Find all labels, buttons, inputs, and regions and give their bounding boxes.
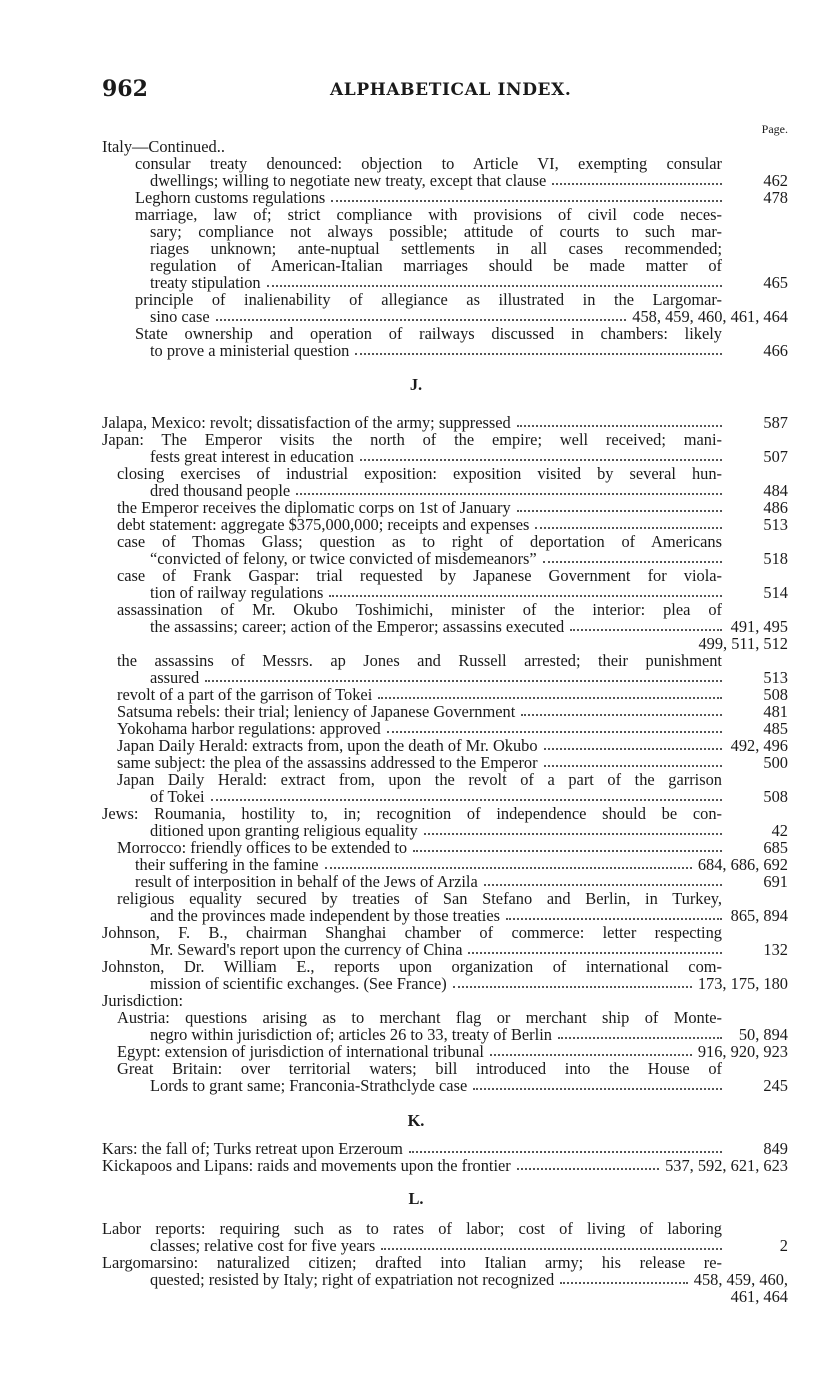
dot-leader: [355, 353, 722, 355]
index-line: [0, 1237, 832, 1254]
index-line: [0, 720, 832, 737]
page-reference: 478: [763, 188, 788, 207]
index-line-text: Mr. Seward's report upon the currency of China: [150, 940, 463, 959]
index-line: [0, 257, 832, 274]
index-line: [0, 839, 832, 856]
index-line-text: dred thousand people: [150, 481, 291, 500]
index-line: [0, 754, 832, 771]
index-line: [0, 1254, 832, 1271]
dot-leader: [424, 833, 722, 835]
index-line-text: Lords to grant same; Franconia-Strathclyde case: [150, 1076, 468, 1095]
dot-leader: [560, 1282, 688, 1284]
index-line-text: quested; resisted by Italy; right of expatriation not recognized: [150, 1270, 555, 1289]
index-line: [0, 618, 832, 635]
index-line: [0, 325, 832, 342]
dot-leader: [378, 697, 722, 699]
page-reference: 462: [763, 171, 788, 190]
index-line: [0, 342, 832, 359]
page-reference: 513: [763, 515, 788, 534]
page-reference: 865, 894: [730, 906, 788, 925]
index-line: [0, 975, 832, 992]
index-line: [0, 448, 832, 465]
index-line: [0, 652, 832, 669]
index-line-text: Japan Daily Herald: extract from, upon the revolt of a part of the garrison: [117, 770, 722, 789]
index-line: [0, 601, 832, 618]
page-reference: 42: [771, 821, 788, 840]
page-reference: 458, 459, 460,: [693, 1270, 788, 1289]
index-line: [0, 240, 832, 257]
page-reference: 849: [763, 1139, 788, 1158]
dot-leader: [387, 731, 722, 733]
index-line-text: State ownership and operation of railways discussed in chambers: likely: [135, 324, 722, 343]
index-line-text: and the provinces made independent by those treaties: [150, 906, 501, 925]
index-line: [0, 856, 832, 873]
index-line-text: case of Frank Gaspar: trial requested by Japanese Government for viola-: [117, 566, 722, 585]
page-reference: 486: [763, 498, 788, 517]
index-line: [0, 223, 832, 240]
index-line: [0, 788, 832, 805]
dot-leader: [544, 748, 722, 750]
page-number: 962: [102, 76, 148, 102]
page-reference: 684, 686, 692: [697, 855, 788, 874]
index-line-text: Kars: the fall of; Turks retreat upon Erzeroum: [102, 1139, 403, 1158]
index-line-text: principle of inalienability of allegiance as illustrated in the Largomar-: [135, 290, 722, 309]
index-line-text: sino case: [150, 307, 210, 326]
index-line: [0, 533, 832, 550]
page-reference: 491, 495: [730, 617, 788, 636]
index-line: [0, 499, 832, 516]
dot-leader: [543, 561, 722, 563]
dot-leader: [490, 1054, 692, 1056]
dot-leader: [521, 714, 722, 716]
index-line: [0, 635, 832, 652]
dot-leader: [517, 425, 722, 427]
index-line: [0, 516, 832, 533]
index-line-text: consular treaty denounced: objection to Article VI, exempting consular: [135, 154, 722, 173]
index-line-text: Johnson, F. B., chairman Shanghai chamber of commerce: letter respecting: [102, 923, 722, 942]
index-line: [0, 431, 832, 448]
dot-leader: [570, 629, 722, 631]
page-reference: 518: [763, 549, 788, 568]
index-line: [0, 1077, 832, 1094]
index-line-text: Kickapoos and Lipans: raids and movements upon the frontier: [102, 1156, 511, 1175]
dot-leader: [484, 884, 722, 886]
page-reference: 484: [763, 481, 788, 500]
index-line: [0, 1140, 832, 1157]
index-line-text: Jews: Roumania, hostility to, in; recognition of independence should be con-: [102, 804, 722, 823]
page-reference: 458, 459, 460, 461, 464: [632, 307, 788, 326]
index-line: [0, 873, 832, 890]
index-line-text: the Emperor receives the diplomatic corps on 1st of January: [117, 498, 511, 517]
index-line-text: assured: [150, 668, 200, 687]
page-reference: 173, 175, 180: [697, 974, 788, 993]
index-line: [0, 155, 832, 172]
index-line-text: Largomarsino: naturalized citizen; drafted into Italian army; his release re-: [102, 1253, 722, 1272]
index-line-text: regulation of American-Italian marriages should be made matter of: [150, 256, 722, 275]
index-line-text: Jalapa, Mexico: revolt; dissatisfaction of the army; suppressed: [102, 413, 511, 432]
index-line-text: riages unknown; ante-nuptual settlements in all cases recommended;: [150, 239, 722, 258]
dot-leader: [211, 799, 722, 801]
index-line: [0, 924, 832, 941]
index-line-text: same subject: the plea of the assassins addressed to the Emperor: [117, 753, 538, 772]
page-column-label: Page.: [761, 122, 788, 136]
index-line: [0, 1271, 832, 1288]
page-reference: 916, 920, 923: [697, 1042, 788, 1061]
section-letter-text: L.: [408, 1189, 424, 1208]
index-line: [0, 567, 832, 584]
dot-leader: [535, 527, 722, 529]
index-line-text: the assassins of Messrs. ap Jones and Russell arrested; their punishment: [117, 651, 722, 670]
index-line: [0, 414, 832, 431]
index-line-text: Labor reports: requiring such as to rates of labor; cost of living of laboring: [102, 1219, 722, 1238]
index-line: [0, 1288, 832, 1305]
index-line: [0, 291, 832, 308]
page-reference: 2: [779, 1236, 788, 1255]
index-line: [0, 274, 832, 291]
section-letter: [0, 376, 832, 393]
page-reference: 513: [763, 668, 788, 687]
dot-leader: [325, 867, 692, 869]
index-line: [0, 550, 832, 567]
index-line-text: “convicted of felony, or twice convicted of misdemeanors”: [150, 549, 537, 568]
index-line-text: classes; relative cost for five years: [150, 1236, 376, 1255]
index-line: [0, 992, 832, 1009]
index-line: [0, 206, 832, 223]
page-reference: 132: [763, 940, 788, 959]
section-letter-text: J.: [409, 375, 423, 394]
dot-leader: [453, 986, 692, 988]
index-line-text: sary; compliance not always possible; attitude of courts to such mar-: [150, 222, 722, 241]
index-line-text: ditioned upon granting religious equality: [150, 821, 418, 840]
index-line: [0, 465, 832, 482]
index-line: [0, 1009, 832, 1026]
dot-leader: [296, 493, 722, 495]
index-line: [0, 686, 832, 703]
page-reference: 492, 496: [730, 736, 788, 755]
dot-leader: [381, 1248, 722, 1250]
page-reference: 481: [763, 702, 788, 721]
index-line-text: mission of scientific exchanges. (See France): [150, 974, 447, 993]
index-line-text: to prove a ministerial question: [150, 341, 350, 360]
index-line: [0, 1157, 832, 1174]
index-line-text: result of interposition in behalf of the Jews of Arzila: [135, 872, 478, 891]
page-reference: 465: [763, 273, 788, 292]
index-line: [0, 1043, 832, 1060]
index-line-text: tion of railway regulations: [150, 583, 324, 602]
page-reference: 691: [763, 872, 788, 891]
index-line: [0, 172, 832, 189]
dot-leader: [360, 459, 722, 461]
index-line: [0, 737, 832, 754]
index-line-text: marriage, law of; strict compliance with provisions of civil code neces-: [135, 205, 722, 224]
index-line-text: their suffering in the famine: [135, 855, 319, 874]
dot-leader: [517, 510, 722, 512]
index-line: [0, 890, 832, 907]
index-line-text: religious equality secured by treaties of San Stefano and Berlin, in Turkey,: [117, 889, 722, 908]
dot-leader: [558, 1037, 722, 1039]
index-line-text: Leghorn customs regulations: [135, 188, 326, 207]
index-line-text: assassination of Mr. Okubo Toshimichi, minister of the interior: plea of: [117, 600, 722, 619]
index-line-text: Jurisdiction:: [102, 991, 184, 1010]
index-line-text: closing exercises of industrial exposition: exposition visited by several hun-: [117, 464, 722, 483]
page-reference: 50, 894: [738, 1025, 788, 1044]
index-line: [0, 189, 832, 206]
dot-leader: [468, 952, 722, 954]
index-line: [0, 482, 832, 499]
page-reference: 507: [763, 447, 788, 466]
index-line-text: fests great interest in education: [150, 447, 354, 466]
dot-leader: [517, 1168, 659, 1170]
index-line-text: Yokohama harbor regulations: approved: [117, 719, 381, 738]
index-line-text: dwellings; willing to negotiate new treaty, except that clause: [150, 171, 547, 190]
index-line-text: case of Thomas Glass; question as to right of deportation of Americans: [117, 532, 722, 551]
index-line: [0, 584, 832, 601]
index-line: [0, 941, 832, 958]
index-line: [0, 958, 832, 975]
page-reference: 466: [763, 341, 788, 360]
index-line-text: Japan: The Emperor visits the north of the empire; well received; mani-: [102, 430, 722, 449]
running-head: ALPHABETICAL INDEX.: [330, 80, 572, 100]
dot-leader: [544, 765, 722, 767]
page-reference: 685: [763, 838, 788, 857]
page-reference: 537, 592, 621, 623: [665, 1156, 788, 1175]
index-line-text: Great Britain: over territorial waters; bill introduced into the House of: [117, 1059, 722, 1078]
dot-leader: [331, 200, 722, 202]
page-reference: 587: [763, 413, 788, 432]
dot-leader: [506, 918, 722, 920]
page-reference: 508: [763, 685, 788, 704]
section-letter-text: K.: [407, 1111, 425, 1130]
index-line-text: Satsuma rebels: their trial; leniency of Japanese Government: [117, 702, 516, 721]
index-line: [0, 822, 832, 839]
index-line-text: treaty stipulation: [150, 273, 261, 292]
page-reference: 499, 511, 512: [698, 634, 788, 653]
index-line-text: the assassins; career; action of the Emperor; assassins executed: [150, 617, 565, 636]
page-reference: 485: [763, 719, 788, 738]
index-line-text: Egypt: extension of jurisdiction of international tribunal: [117, 1042, 484, 1061]
dot-leader: [329, 595, 722, 597]
index-line: [0, 1060, 832, 1077]
dot-leader: [205, 680, 722, 682]
index-line: [0, 1220, 832, 1237]
dot-leader: [552, 183, 722, 185]
dot-leader: [473, 1088, 722, 1090]
index-line: [0, 805, 832, 822]
dot-leader: [216, 319, 626, 321]
index-line-text: Johnston, Dr. William E., reports upon organization of international com-: [102, 957, 722, 976]
index-line: [0, 138, 832, 155]
index-line-text: Morrocco: friendly offices to be extended to: [117, 838, 408, 857]
index-line-text: revolt of a part of the garrison of Tokei: [117, 685, 373, 704]
index-line-text: debt statement: aggregate $375,000,000; receipts and expenses: [117, 515, 530, 534]
index-line: [0, 907, 832, 924]
index-line-text: Austria: questions arising as to merchant flag or merchant ship of Monte-: [117, 1008, 722, 1027]
page-reference: 245: [763, 1076, 788, 1095]
index-line: [0, 669, 832, 686]
page-reference: 461, 464: [730, 1287, 788, 1306]
index-line-text: of Tokei: [150, 787, 205, 806]
index-line: [0, 771, 832, 788]
dot-leader: [267, 285, 722, 287]
section-letter: [0, 1112, 832, 1129]
page-reference: 500: [763, 753, 788, 772]
index-line: [0, 1026, 832, 1043]
index-line-text: Japan Daily Herald: extracts from, upon the death of Mr. Okubo: [117, 736, 538, 755]
index-line: [0, 308, 832, 325]
dot-leader: [409, 1151, 722, 1153]
index-line-text: negro within jurisdiction of; articles 26 to 33, treaty of Berlin: [150, 1025, 552, 1044]
index-line-text: Italy—Continued..: [102, 137, 225, 156]
page-reference: 508: [763, 787, 788, 806]
section-letter: [0, 1190, 832, 1207]
page-reference: 514: [763, 583, 788, 602]
index-line: [0, 703, 832, 720]
dot-leader: [413, 850, 722, 852]
